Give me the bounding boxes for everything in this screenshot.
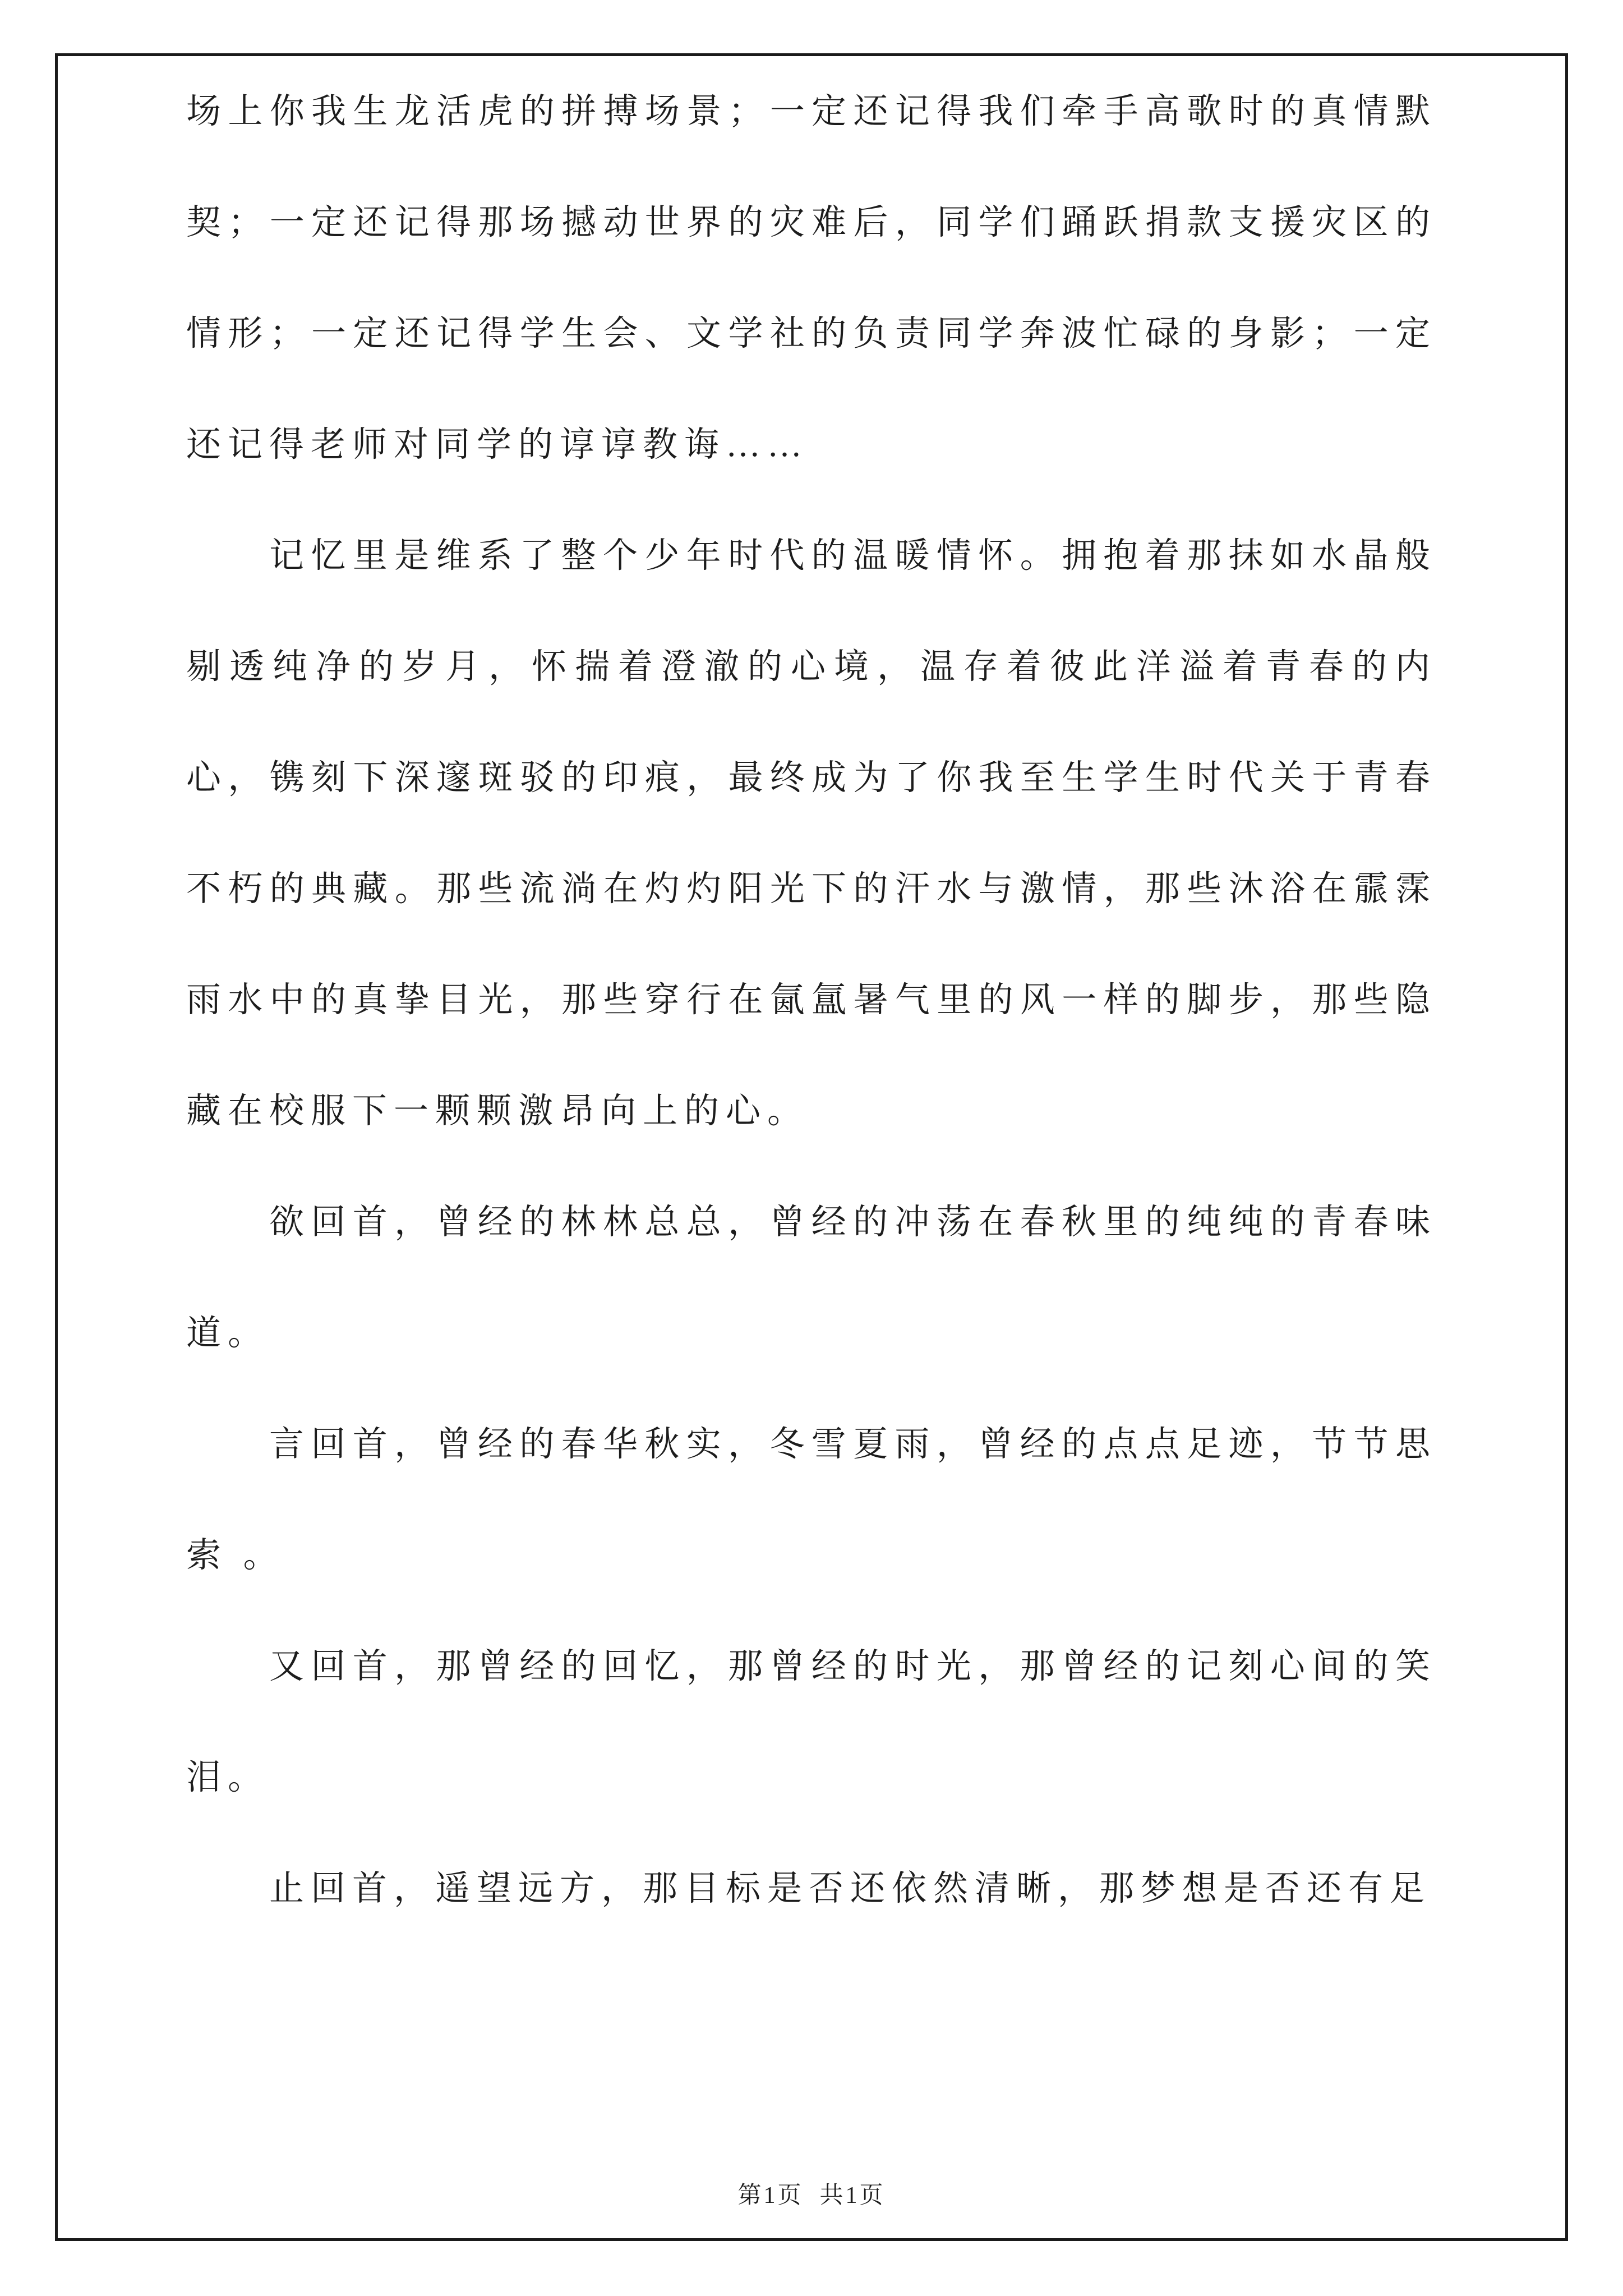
paragraph: 欲回首，曾经的林林总总，曾经的冲荡在春秋里的纯纯的青春味道。 [186, 1203, 1437, 1352]
paragraph: 又回首，那曾经的回忆，那曾经的时光，那曾经的记刻心间的笑泪。 [186, 1648, 1437, 1797]
document-body [186, 56, 1437, 1944]
paragraph: 记忆里是维系了整个少年时代的温暖情怀。拥抱着那抹如水晶般剔透纯净的岁月，怀揣着澄澈的心境，温存着彼此洋溢着青春的内心，镌刻下深邃斑驳的印痕，最终成为了你我至生学生时代关于青春不朽的典藏。那些流淌在灼灼阳光下的汗水与激情，那些沐浴在霢霂雨水中的真挚目光，那些穿行在氤氲暑气里的风一样的脚步，那些隐藏在校服下一颗颗激昂向上的心。 [186, 537, 1437, 1130]
paragraph: 场上你我生龙活虎的拼搏场景；一定还记得我们牵手高歌时的真情默契；一定还记得那场撼动世界的灾难后，同学们踊跃捐款支援灾区的情形；一定还记得学生会、文学社的负责同学奔波忙碌的身影；一定还记得老师对同学的谆谆教诲…… [186, 93, 1437, 464]
paragraph: 言回首，曾经的春华秋实，冬雪夏雨，曾经的点点足迹，节节思索 。 [186, 1425, 1437, 1575]
paragraph: 止回首，遥望远方，那目标是否还依然清晰，那梦想是否还有足 [269, 1870, 1432, 1908]
page-number-footer: 第1页 共1页 [737, 2183, 886, 2208]
